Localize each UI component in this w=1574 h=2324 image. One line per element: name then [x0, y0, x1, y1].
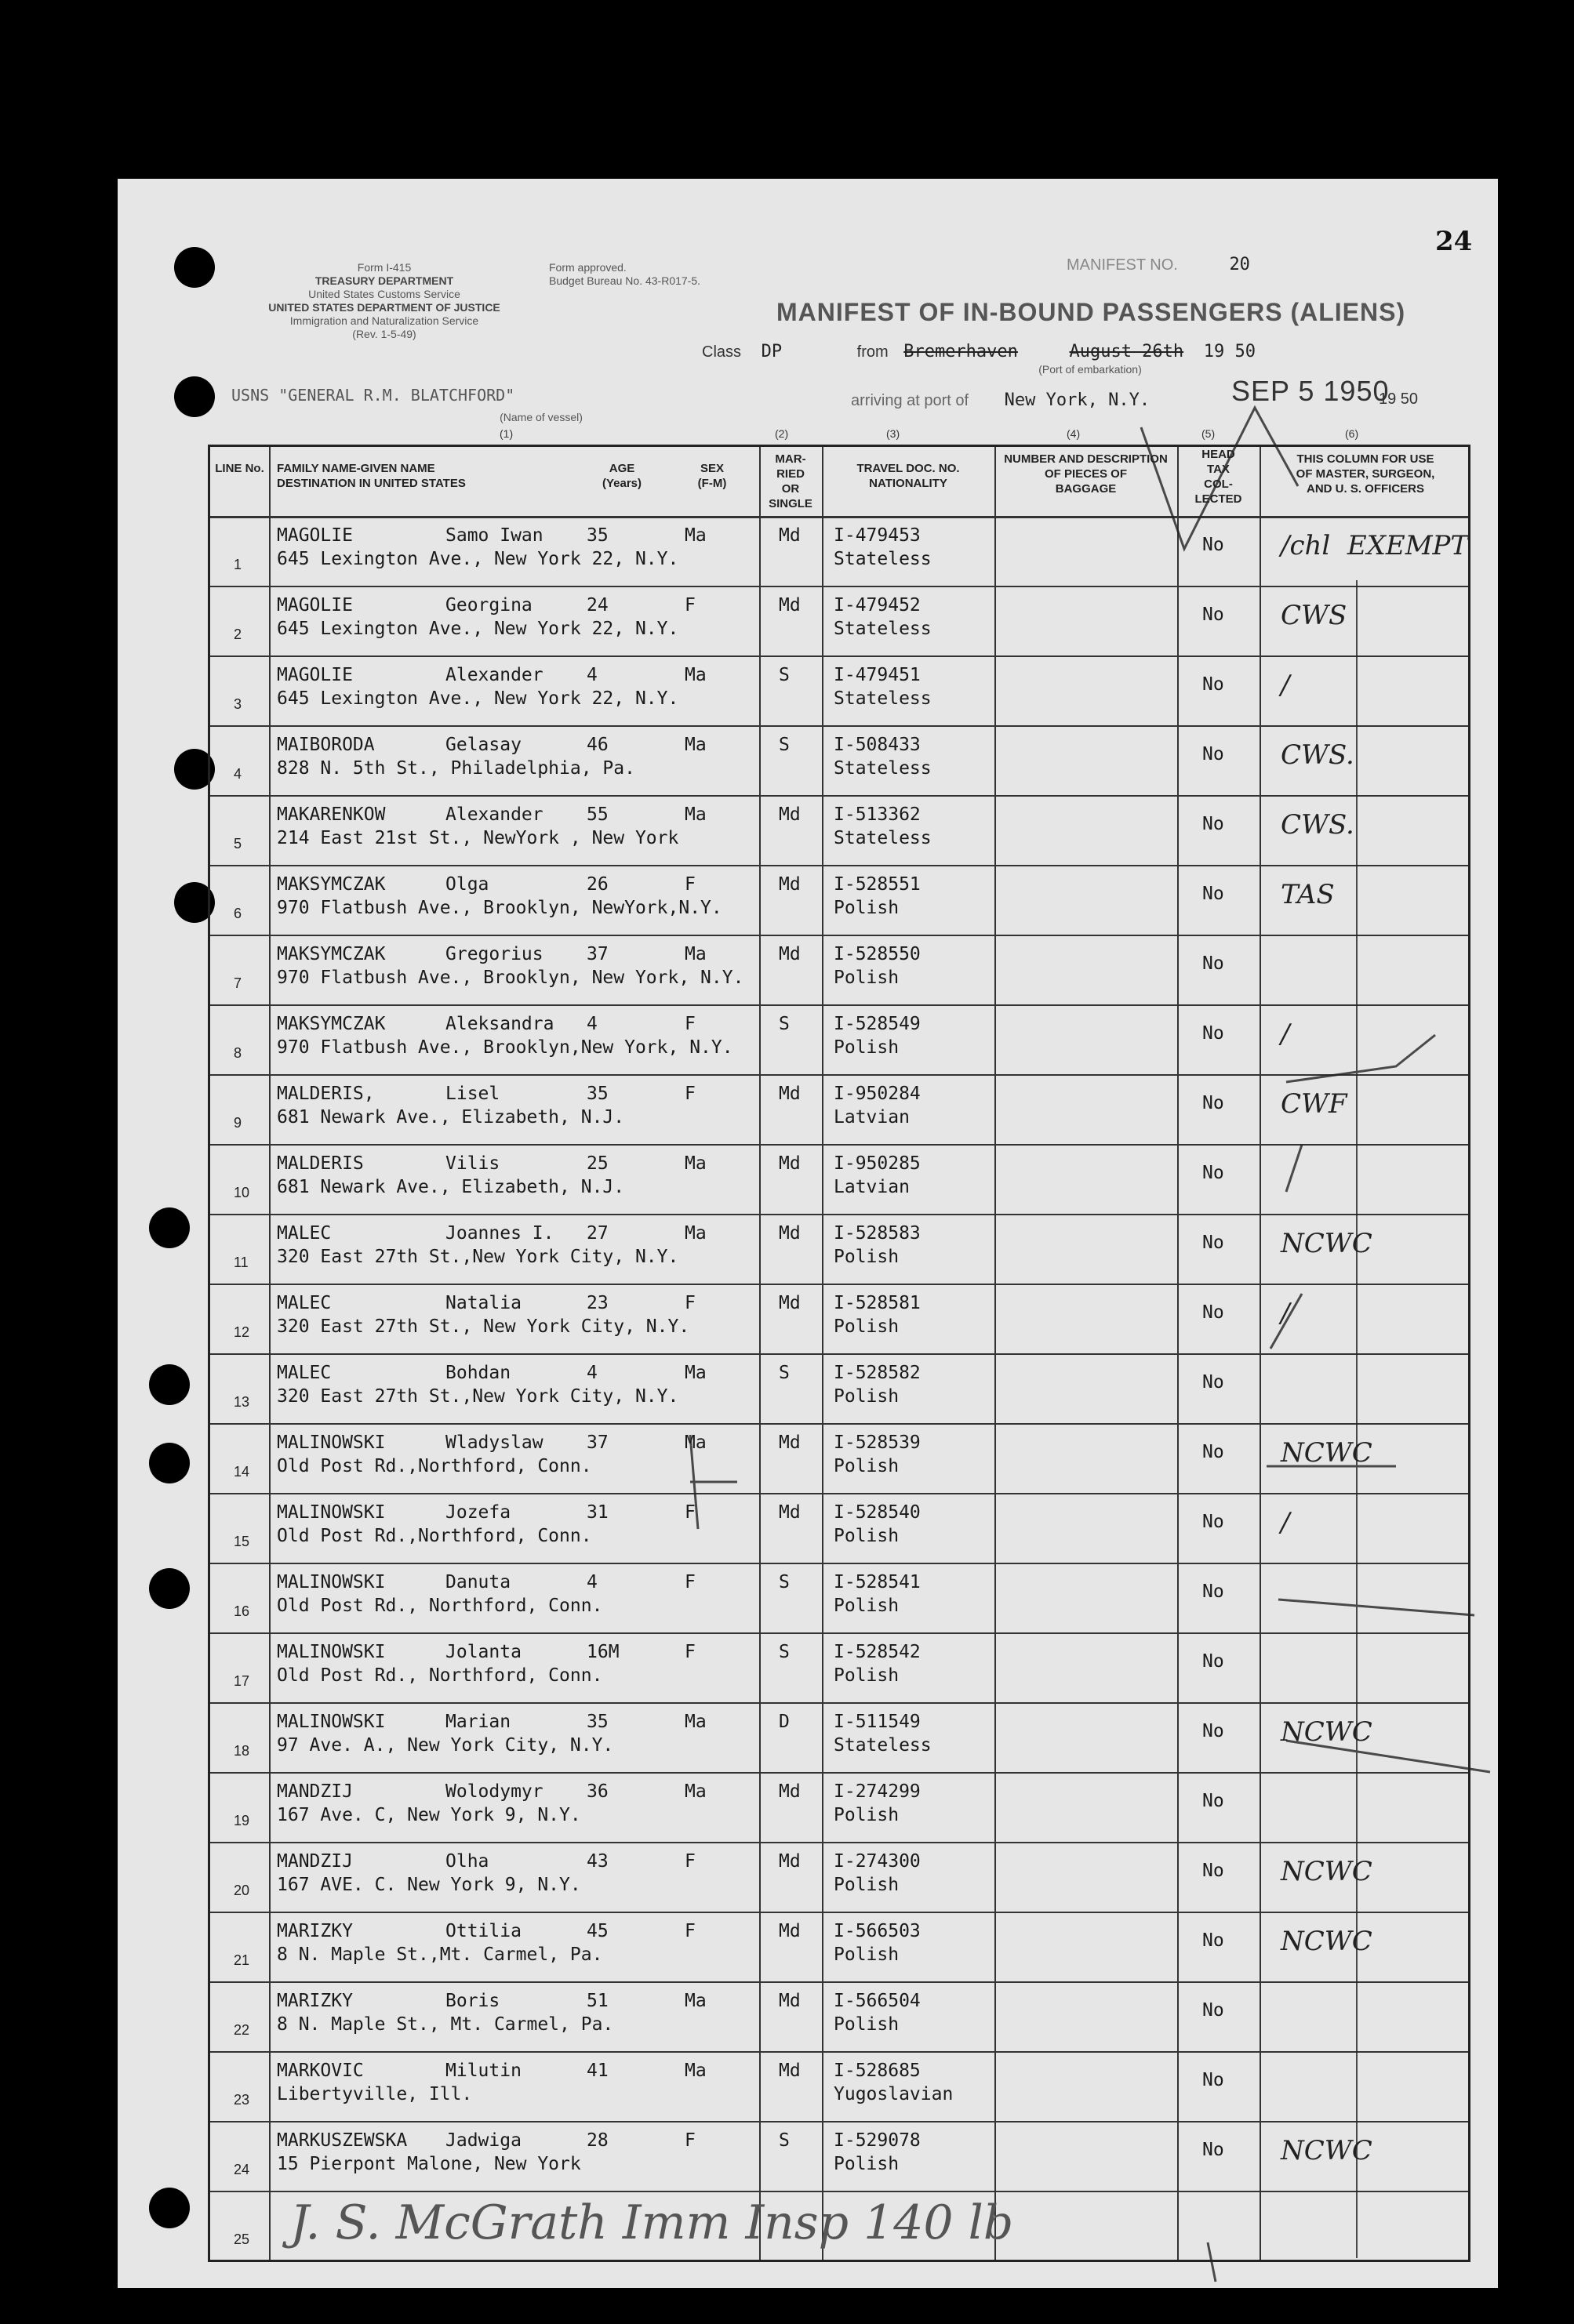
destination-address: 645 Lexington Ave., New York 22, N.Y. [277, 688, 679, 709]
head-tax: No [1202, 2070, 1224, 2090]
line-number: 8 [234, 1045, 242, 1061]
line-number: 22 [234, 2022, 250, 2038]
dept-line: United States Customs Service [308, 288, 460, 300]
family-name: MAGOLIE [277, 595, 353, 615]
age: 37 [587, 1433, 609, 1453]
nationality: Polish [834, 1456, 900, 1476]
marital-status: Md [779, 1293, 801, 1313]
travel-doc-no: I-274299 [834, 1781, 921, 1802]
marital-status: Md [779, 595, 801, 615]
head-tax: No [1202, 814, 1224, 834]
officer-remark: NCWC [1281, 2135, 1372, 2166]
family-name: MANDZIJ [277, 1851, 353, 1872]
arriving-label: arriving at port of [851, 392, 969, 409]
head-tax: No [1202, 1093, 1224, 1113]
line-number: 2 [234, 626, 242, 642]
header-age: AGE (Years) [602, 462, 642, 490]
family-name: MARIZKY [277, 1921, 353, 1941]
sex: Ma [685, 1991, 707, 2011]
travel-doc-no: I-513362 [834, 804, 921, 825]
marital-status: Md [779, 1991, 801, 2011]
family-name: MALEC [277, 1363, 332, 1383]
travel-doc-no: I-528550 [834, 944, 921, 964]
destination-address: 97 Ave. A., New York City, N.Y. [277, 1735, 614, 1756]
arrival-date-stamp: SEP 5 1950 [1231, 375, 1390, 407]
marital-status: Md [779, 1502, 801, 1523]
age: 51 [587, 1991, 609, 2011]
age: 4 [587, 665, 598, 685]
family-name: MAGOLIE [277, 665, 353, 685]
sex: Ma [685, 1433, 707, 1453]
travel-doc-no: I-508433 [834, 735, 921, 755]
destination-address: 970 Flatbush Ave., Brooklyn, New York, N.Y. [277, 968, 744, 988]
officer-remark: CWS. [1281, 809, 1354, 841]
age: 55 [587, 804, 609, 825]
destination-address: 828 N. 5th St., Philadelphia, Pa. [277, 758, 635, 779]
head-tax: No [1202, 1233, 1224, 1253]
age: 36 [587, 1781, 609, 1802]
family-name: MALEC [277, 1223, 332, 1244]
sex: F [685, 1851, 696, 1872]
head-tax: No [1202, 2140, 1224, 2160]
line-number: 20 [234, 1883, 250, 1898]
nationality: Stateless [834, 619, 932, 639]
head-tax: No [1202, 1512, 1224, 1532]
class-value: DP [761, 342, 783, 361]
sex: Ma [685, 944, 707, 964]
sex: F [685, 1921, 696, 1941]
travel-doc-no: I-950285 [834, 1153, 921, 1174]
head-tax: No [1202, 1163, 1224, 1183]
given-name: Alexander [445, 804, 543, 825]
sex: Ma [685, 525, 707, 546]
line-number: 11 [234, 1255, 249, 1270]
header-baggage: NUMBER AND DESCRIPTION OF PIECES OF BAGGAGE [1004, 452, 1168, 496]
header-married: MAR- RIED OR SINGLE [769, 452, 812, 510]
given-name: Jozefa [445, 1502, 511, 1523]
line-number: 5 [234, 836, 242, 852]
head-tax: No [1202, 884, 1224, 904]
head-tax: No [1202, 1930, 1224, 1951]
class-label: Class [702, 343, 742, 361]
travel-doc-no: I-528583 [834, 1223, 921, 1244]
marital-status: Md [779, 2061, 801, 2081]
given-name: Lisel [445, 1084, 500, 1104]
line-number: 21 [234, 1952, 250, 1968]
travel-doc-no: I-511549 [834, 1712, 921, 1732]
date-value: August 26th [1069, 342, 1184, 361]
from-value: Bremerhaven [903, 342, 1018, 361]
page-number: 24 [1435, 226, 1473, 257]
nationality: Latvian [834, 1177, 910, 1197]
column-number: (1) [500, 427, 514, 440]
family-name: MALINOWSKI [277, 1502, 386, 1523]
age: 4 [587, 1363, 598, 1383]
travel-doc-no: I-479453 [834, 525, 921, 546]
travel-doc-no: I-528582 [834, 1363, 921, 1383]
family-name: MALDERIS, [277, 1084, 375, 1104]
nationality: Polish [834, 1596, 900, 1616]
nationality: Polish [834, 2014, 900, 2035]
marital-status: Md [779, 1084, 801, 1104]
marital-status: S [779, 2130, 790, 2151]
age: 27 [587, 1223, 609, 1244]
approval-line: Budget Bureau No. 43-R017-5. [549, 274, 701, 287]
marital-status: Md [779, 525, 801, 546]
nationality: Polish [834, 2154, 900, 2174]
manifest-no-value: 20 [1229, 255, 1250, 274]
destination-address: 645 Lexington Ave., New York 22, N.Y. [277, 619, 679, 639]
given-name: Olga [445, 874, 489, 895]
vessel-caption: (Name of vessel) [500, 411, 583, 423]
marital-status: Md [779, 1921, 801, 1941]
head-tax: No [1202, 1861, 1224, 1881]
officer-remark: NCWC [1281, 1856, 1372, 1887]
header-line-no: LINE No. [215, 462, 264, 475]
age: 35 [587, 1084, 609, 1104]
sex: F [685, 1642, 696, 1662]
destination-address: 15 Pierpont Malone, New York [277, 2154, 581, 2174]
travel-doc-no: I-528542 [834, 1642, 921, 1662]
arriving-port: New York, N.Y. [1004, 390, 1151, 410]
head-tax: No [1202, 1721, 1224, 1741]
family-name: MAKSYMCZAK [277, 944, 386, 964]
officer-remark: CWS. [1281, 739, 1354, 771]
nationality: Stateless [834, 549, 932, 569]
marital-status: D [779, 1712, 790, 1732]
port-caption: (Port of embarkation) [1038, 363, 1142, 376]
age: 28 [587, 2130, 609, 2151]
nationality: Stateless [834, 828, 932, 848]
destination-address: 8 N. Maple St.,Mt. Carmel, Pa. [277, 1945, 603, 1965]
family-name: MARKUSZEWSKA [277, 2130, 408, 2151]
given-name: Milutin [445, 2061, 522, 2081]
officer-remark: NCWC [1281, 1716, 1372, 1748]
nationality: Polish [834, 898, 900, 918]
sex: Ma [685, 1712, 707, 1732]
destination-address: 8 N. Maple St., Mt. Carmel, Pa. [277, 2014, 614, 2035]
marital-status: Md [779, 874, 801, 895]
travel-doc-no: I-528549 [834, 1014, 921, 1034]
dept-line: TREASURY DEPARTMENT [314, 274, 454, 287]
head-tax: No [1202, 1302, 1224, 1323]
nationality: Stateless [834, 1735, 932, 1756]
destination-address: 970 Flatbush Ave., Brooklyn, NewYork,N.Y. [277, 898, 722, 918]
marital-status: S [779, 1363, 790, 1383]
line-number: 17 [234, 1673, 250, 1689]
given-name: Joannes I. [445, 1223, 554, 1244]
officer-remark: CWF [1281, 1088, 1347, 1120]
age: 46 [587, 735, 609, 755]
marital-status: S [779, 1642, 790, 1662]
age: 31 [587, 1502, 609, 1523]
column-number: (6) [1345, 427, 1359, 440]
family-name: MALINOWSKI [277, 1572, 386, 1592]
line-number: 23 [234, 2092, 250, 2108]
travel-doc-no: I-566503 [834, 1921, 921, 1941]
head-tax: No [1202, 1023, 1224, 1044]
family-name: MAKSYMCZAK [277, 874, 386, 895]
sex: Ma [685, 1153, 707, 1174]
column-number: (2) [775, 427, 789, 440]
head-tax: No [1202, 535, 1224, 555]
destination-address: Libertyville, Ill. [277, 2084, 473, 2104]
approval-line: Form approved. [549, 261, 627, 274]
marital-status: Md [779, 1851, 801, 1872]
inspector-signature: J. S. McGrath Imm Insp 140 lb [290, 2195, 1014, 2250]
officer-remark: NCWC [1281, 1437, 1372, 1469]
family-name: MAIBORODA [277, 735, 375, 755]
sex: F [685, 1014, 696, 1034]
header-name: FAMILY NAME-GIVEN NAME DESTINATION IN UNITED STATES [277, 462, 466, 490]
given-name: Ottilia [445, 1921, 522, 1941]
destination-address: Old Post Rd., Northford, Conn. [277, 1665, 603, 1686]
sex: Ma [685, 665, 707, 685]
travel-doc-no: I-528541 [834, 1572, 921, 1592]
travel-doc-no: I-528581 [834, 1293, 921, 1313]
dept-line: UNITED STATES DEPARTMENT OF JUSTICE [268, 301, 500, 314]
line-number: 6 [234, 906, 242, 921]
line-number: 14 [234, 1464, 250, 1480]
travel-doc-no: I-950284 [834, 1084, 921, 1104]
destination-address: Old Post Rd., Northford, Conn. [277, 1596, 603, 1616]
sex: F [685, 874, 696, 895]
marital-status: S [779, 735, 790, 755]
marital-status: Md [779, 1153, 801, 1174]
marital-status: S [779, 1014, 790, 1034]
given-name: Alexander [445, 665, 543, 685]
line-number: 18 [234, 1743, 250, 1759]
given-name: Wladyslaw [445, 1433, 543, 1453]
given-name: Bohdan [445, 1363, 511, 1383]
destination-address: Old Post Rd.,Northford, Conn. [277, 1526, 592, 1546]
officer-remark: NCWC [1281, 1926, 1372, 1957]
given-name: Gelasay [445, 735, 522, 755]
sex: Ma [685, 1781, 707, 1802]
header-travel-doc: TRAVEL DOC. NO. NATIONALITY [856, 462, 960, 490]
age: 24 [587, 595, 609, 615]
age: 41 [587, 2061, 609, 2081]
marital-status: Md [779, 804, 801, 825]
manifest-no-label: MANIFEST NO. [1067, 256, 1178, 274]
family-name: MAKARENKOW [277, 804, 386, 825]
nationality: Polish [834, 1526, 900, 1546]
form-number: Form I-415 [357, 261, 412, 274]
marital-status: Md [779, 944, 801, 964]
travel-doc-no: I-479452 [834, 595, 921, 615]
age: 23 [587, 1293, 609, 1313]
nationality: Polish [834, 1875, 900, 1895]
given-name: Boris [445, 1991, 500, 2011]
nationality: Yugoslavian [834, 2084, 954, 2104]
officer-remark: / [1281, 1507, 1290, 1538]
age: 25 [587, 1153, 609, 1174]
marital-status: S [779, 1572, 790, 1592]
sex: F [685, 1502, 696, 1523]
head-tax: No [1202, 1372, 1224, 1393]
family-name: MALINOWSKI [277, 1433, 386, 1453]
travel-doc-no: I-528685 [834, 2061, 921, 2081]
head-tax: No [1202, 1442, 1224, 1462]
destination-address: 681 Newark Ave., Elizabeth, N.J. [277, 1177, 625, 1197]
family-name: MANDZIJ [277, 1781, 353, 1802]
head-tax: No [1202, 744, 1224, 764]
line-number: 1 [234, 557, 242, 572]
age: 45 [587, 1921, 609, 1941]
arriving-year: 19 50 [1379, 390, 1419, 408]
sex: Ma [685, 2061, 707, 2081]
given-name: Natalia [445, 1293, 522, 1313]
sex: F [685, 1293, 696, 1313]
year-value: 19 50 [1203, 342, 1256, 361]
officer-remark: TAS [1281, 879, 1335, 910]
age: 35 [587, 525, 609, 546]
marital-status: Md [779, 1433, 801, 1453]
sex: Ma [685, 735, 707, 755]
nationality: Polish [834, 968, 900, 988]
head-tax: No [1202, 1651, 1224, 1672]
sex: Ma [685, 1363, 707, 1383]
given-name: Georgina [445, 595, 533, 615]
sex: Ma [685, 804, 707, 825]
head-tax: No [1202, 2000, 1224, 2021]
family-name: MARIZKY [277, 1991, 353, 2011]
destination-address: 320 East 27th St.,New York City, N.Y. [277, 1247, 679, 1267]
travel-doc-no: I-274300 [834, 1851, 921, 1872]
given-name: Jolanta [445, 1642, 522, 1662]
family-name: MALINOWSKI [277, 1712, 386, 1732]
age: 26 [587, 874, 609, 895]
head-tax: No [1202, 674, 1224, 695]
sex: F [685, 1572, 696, 1592]
nationality: Polish [834, 1386, 900, 1407]
age: 4 [587, 1572, 598, 1592]
column-number: (5) [1201, 427, 1216, 440]
given-name: Samo Iwan [445, 525, 543, 546]
marital-status: Md [779, 1223, 801, 1244]
sex: F [685, 1084, 696, 1104]
column-number: (4) [1067, 427, 1081, 440]
given-name: Marian [445, 1712, 511, 1732]
head-tax: No [1202, 1581, 1224, 1602]
marital-status: Md [779, 1781, 801, 1802]
family-name: MARKOVIC [277, 2061, 364, 2081]
nationality: Polish [834, 1247, 900, 1267]
officer-remark: NCWC [1281, 1228, 1372, 1259]
family-name: MAGOLIE [277, 525, 353, 546]
age: 35 [587, 1712, 609, 1732]
header-head-tax: HEAD TAX COL- LECTED [1194, 448, 1242, 506]
line-number: 24 [234, 2162, 250, 2177]
given-name: Olha [445, 1851, 489, 1872]
officer-remark: / [1281, 1019, 1290, 1050]
travel-doc-no: I-528540 [834, 1502, 921, 1523]
line-number: 7 [234, 975, 242, 991]
age: 37 [587, 944, 609, 964]
marital-status: S [779, 665, 790, 685]
nationality: Polish [834, 1805, 900, 1825]
nationality: Stateless [834, 688, 932, 709]
given-name: Danuta [445, 1572, 511, 1592]
from-label: from [856, 343, 889, 361]
revision: (Rev. 1-5-49) [352, 328, 416, 340]
given-name: Wolodymyr [445, 1781, 543, 1802]
sex: Ma [685, 1223, 707, 1244]
head-tax: No [1202, 1791, 1224, 1811]
given-name: Aleksandra [445, 1014, 554, 1034]
destination-address: 320 East 27th St.,New York City, N.Y. [277, 1386, 679, 1407]
vessel-name: USNS "GENERAL R.M. BLATCHFORD" [231, 386, 515, 405]
officer-remark: / [1281, 1298, 1290, 1329]
officer-remark: CWS [1281, 600, 1347, 631]
destination-address: Old Post Rd.,Northford, Conn. [277, 1456, 592, 1476]
dept-line: Immigration and Naturalization Service [289, 314, 479, 327]
column-number: (3) [886, 427, 900, 440]
header-sex: SEX (F-M) [697, 462, 727, 490]
travel-doc-no: I-528551 [834, 874, 921, 895]
given-name: Vilis [445, 1153, 500, 1174]
family-name: MALDERIS [277, 1153, 364, 1174]
destination-address: 320 East 27th St., New York City, N.Y. [277, 1316, 690, 1337]
destination-address: 214 East 21st St., NewYork , New York [277, 828, 679, 848]
line-number: 3 [234, 696, 242, 712]
travel-doc-no: I-528539 [834, 1433, 921, 1453]
line-number: 15 [234, 1534, 250, 1549]
nationality: Polish [834, 1945, 900, 1965]
family-name: MAKSYMCZAK [277, 1014, 386, 1034]
travel-doc-no: I-529078 [834, 2130, 921, 2151]
line-number: 4 [234, 766, 242, 782]
destination-address: 167 Ave. C, New York 9, N.Y. [277, 1805, 581, 1825]
given-name: Gregorius [445, 944, 543, 964]
line-number: 25 [234, 2231, 250, 2247]
officer-remark: /chl EXEMPT [1281, 530, 1469, 561]
nationality: Polish [834, 1316, 900, 1337]
destination-address: 167 AVE. C. New York 9, N.Y. [277, 1875, 581, 1895]
age: 43 [587, 1851, 609, 1872]
destination-address: 970 Flatbush Ave., Brooklyn,New York, N.Y. [277, 1037, 733, 1058]
line-number: 9 [234, 1115, 242, 1131]
age: 4 [587, 1014, 598, 1034]
sex: F [685, 2130, 696, 2151]
line-number: 16 [234, 1603, 250, 1619]
age: 16M [587, 1642, 620, 1662]
nationality: Stateless [834, 758, 932, 779]
officer-remark: / [1281, 670, 1290, 701]
line-number: 13 [234, 1394, 250, 1410]
travel-doc-no: I-479451 [834, 665, 921, 685]
family-name: MALINOWSKI [277, 1642, 386, 1662]
line-number: 12 [234, 1324, 250, 1340]
line-number: 10 [234, 1185, 250, 1200]
nationality: Polish [834, 1037, 900, 1058]
travel-doc-no: I-566504 [834, 1991, 921, 2011]
nationality: Latvian [834, 1107, 910, 1128]
destination-address: 645 Lexington Ave., New York 22, N.Y. [277, 549, 679, 569]
header-officer-remarks: THIS COLUMN FOR USE OF MASTER, SURGEON, AND U. S. OFFICERS [1296, 452, 1435, 496]
sex: F [685, 595, 696, 615]
given-name: Jadwiga [445, 2130, 522, 2151]
destination-address: 681 Newark Ave., Elizabeth, N.J. [277, 1107, 625, 1128]
family-name: MALEC [277, 1293, 332, 1313]
nationality: Polish [834, 1665, 900, 1686]
manifest-title: MANIFEST OF IN-BOUND PASSENGERS (ALIENS) [776, 298, 1406, 326]
head-tax: No [1202, 605, 1224, 625]
line-number: 19 [234, 1813, 250, 1828]
head-tax: No [1202, 953, 1224, 974]
